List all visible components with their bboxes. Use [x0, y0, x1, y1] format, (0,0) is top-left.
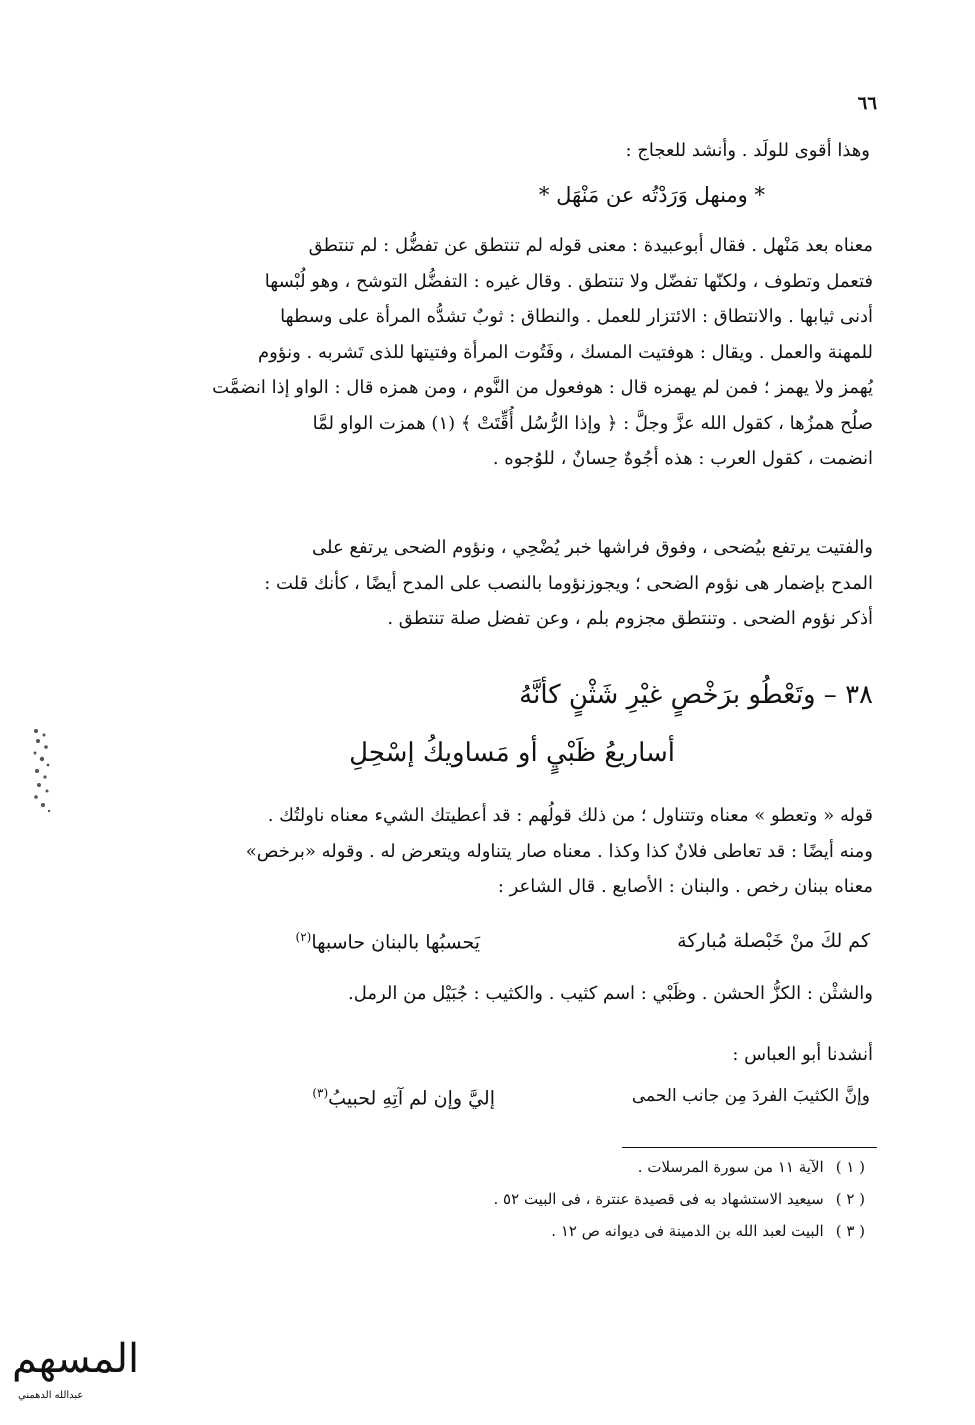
footnote-number: ( ٢ ) [835, 1190, 865, 1208]
text-line: صلُح همزُها ، كقول الله عزَّ وجلَّ : ﴿ وإذا الرُّسُل أُقِّتَتْ ﴾ (١) همزت الواو لمَّا [312, 412, 873, 434]
text-line: للمهنة والعمل . ويقال : هوفتيت المسك ، وفَتُوت المرأة وفتيتها للذى تَشربه . ونؤوم [257, 341, 873, 363]
footnote-text: سيعيد الاستشهاد به فى قصيدة عنترة ، فى البيت ٥٢ . [493, 1190, 824, 1208]
text-line: يُهمز ولا يهمز ؛ فمن لم يهمزه قال : هوفعول من النَّوم ، ومن همزه قال : الواو إذا انضمَّت [212, 377, 873, 398]
poem-dash: – [815, 680, 837, 710]
poem-line-1 [519, 680, 873, 710]
footnote-separator [622, 1147, 877, 1148]
margin-stamp-mark [28, 725, 54, 815]
footnote-number: ( ١ ) [835, 1158, 865, 1176]
text-line: معناه بعد مَنْهل . فقال أبوعبيدة : معنى قوله لم تنتطق عن تفضُّل : لم تنتطق [308, 235, 873, 256]
intro-verse: * ومنهل وَرَدْتُه عن مَنْهَل * [538, 183, 765, 207]
footnote-text: الآية ١١ من سورة المرسلات . [637, 1158, 824, 1176]
paragraph-1 [98, 228, 873, 477]
paragraph-5 [98, 1037, 873, 1073]
verse-2-second-hemistich [312, 1086, 495, 1109]
verse-2-second-text: إليَّ وإن لم آتِهِ لحبيبُ [328, 1087, 495, 1110]
verse-1-second-text: يَحسبُها بالبنان حاسبها [311, 931, 480, 954]
verse-1-first-hemistich: كم لكَ منْ خَبْصلة مُباركة [677, 930, 870, 952]
text-line: انضمت ، كقول العرب : هذه أجُوهٌ حِسانٌ ، للوُجوه . [492, 448, 873, 469]
paragraph-3 [98, 798, 873, 905]
footnote-1 [638, 1158, 865, 1176]
footnote-3 [551, 1222, 865, 1240]
verse-2-first-hemistich: وإنَّ الكثيبَ الفردَ مِن جانب الحمى [631, 1086, 870, 1106]
footnote-number: ( ٣ ) [835, 1222, 865, 1240]
verse-1-second-hemistich [296, 930, 481, 953]
text-line: والفتيت يرتفع بيُضحى ، وفوق فراشها خبر يُضْحِي ، ونؤوم الضحى يرتفع على [312, 537, 873, 558]
library-logo [8, 1328, 140, 1414]
paragraph-2 [98, 530, 873, 637]
text-line: فتعمل وتطوف ، ولكنّها تفضّل ولا تنتطق . وقال غيره : التفضُّل التوشح ، وهو لُبْسها [264, 270, 873, 292]
page-number: ٦٦ [857, 93, 877, 114]
poem-line-2: أساريعُ ظَبْيٍ أو مَساويكُ إسْحِلِ [349, 738, 675, 768]
text-line: قوله « وتعطو » معناه وتتناول ؛ من ذلك قولُهم : قد أعطيتك الشيء معناه ناولتُك . [267, 805, 873, 826]
text-line: أنشدنا أبو العباس : [732, 1044, 873, 1065]
logo-main-text: المسهم [12, 1336, 140, 1382]
text-line: المدح بإضمار هى نؤوم الضحى ؛ ويجوزنؤوما بالنصب على المدح أيضًا ، كأنك قلت : [264, 572, 873, 594]
poem-first-line: وتَعْطُو برَخْصٍ غيْرِ شَثْنٍ كأنَّهُ [519, 680, 816, 710]
footnote-ref-2: (٢) [295, 930, 312, 944]
text-line: ومنه أيضًا : قد تعاطى فلانٌ كذا وكذا . معناه صار يتناوله ويتعرض له . وقوله «برخص» [245, 840, 873, 862]
intro-line: وهذا أقوى للولَد . وأنشد للعجاج : [625, 140, 870, 161]
logo-sub-text: عبدالله الدهمني [18, 1390, 84, 1401]
text-line: أذكر نؤوم الضحى . وتنتطق مجزوم بلم ، وعن تفضل صلة تنتطق . [387, 608, 873, 629]
footnote-2 [494, 1190, 866, 1208]
footnote-ref-3: (٣) [312, 1086, 329, 1100]
footnote-text: البيت لعبد الله بن الدمينة فى ديوانه ص ١٢ . [551, 1222, 824, 1240]
text-line: معناه ببنان رخص . والبنان : الأصابع . قال الشاعر : [497, 876, 873, 897]
text-line: أدنى ثيابها . والانتطاق : الائتزار للعمل . والنطاق : ثوبٌ تشدُّه المرأة على وسطها [280, 306, 873, 327]
text-line: والشثْن : الكزُّ الحشن . وظَبْي : اسم كثيب . والكثيب : جُبَيْل من الرمل. [348, 983, 873, 1004]
paragraph-4 [98, 976, 873, 1012]
poem-number: ٣٨ [845, 680, 873, 710]
